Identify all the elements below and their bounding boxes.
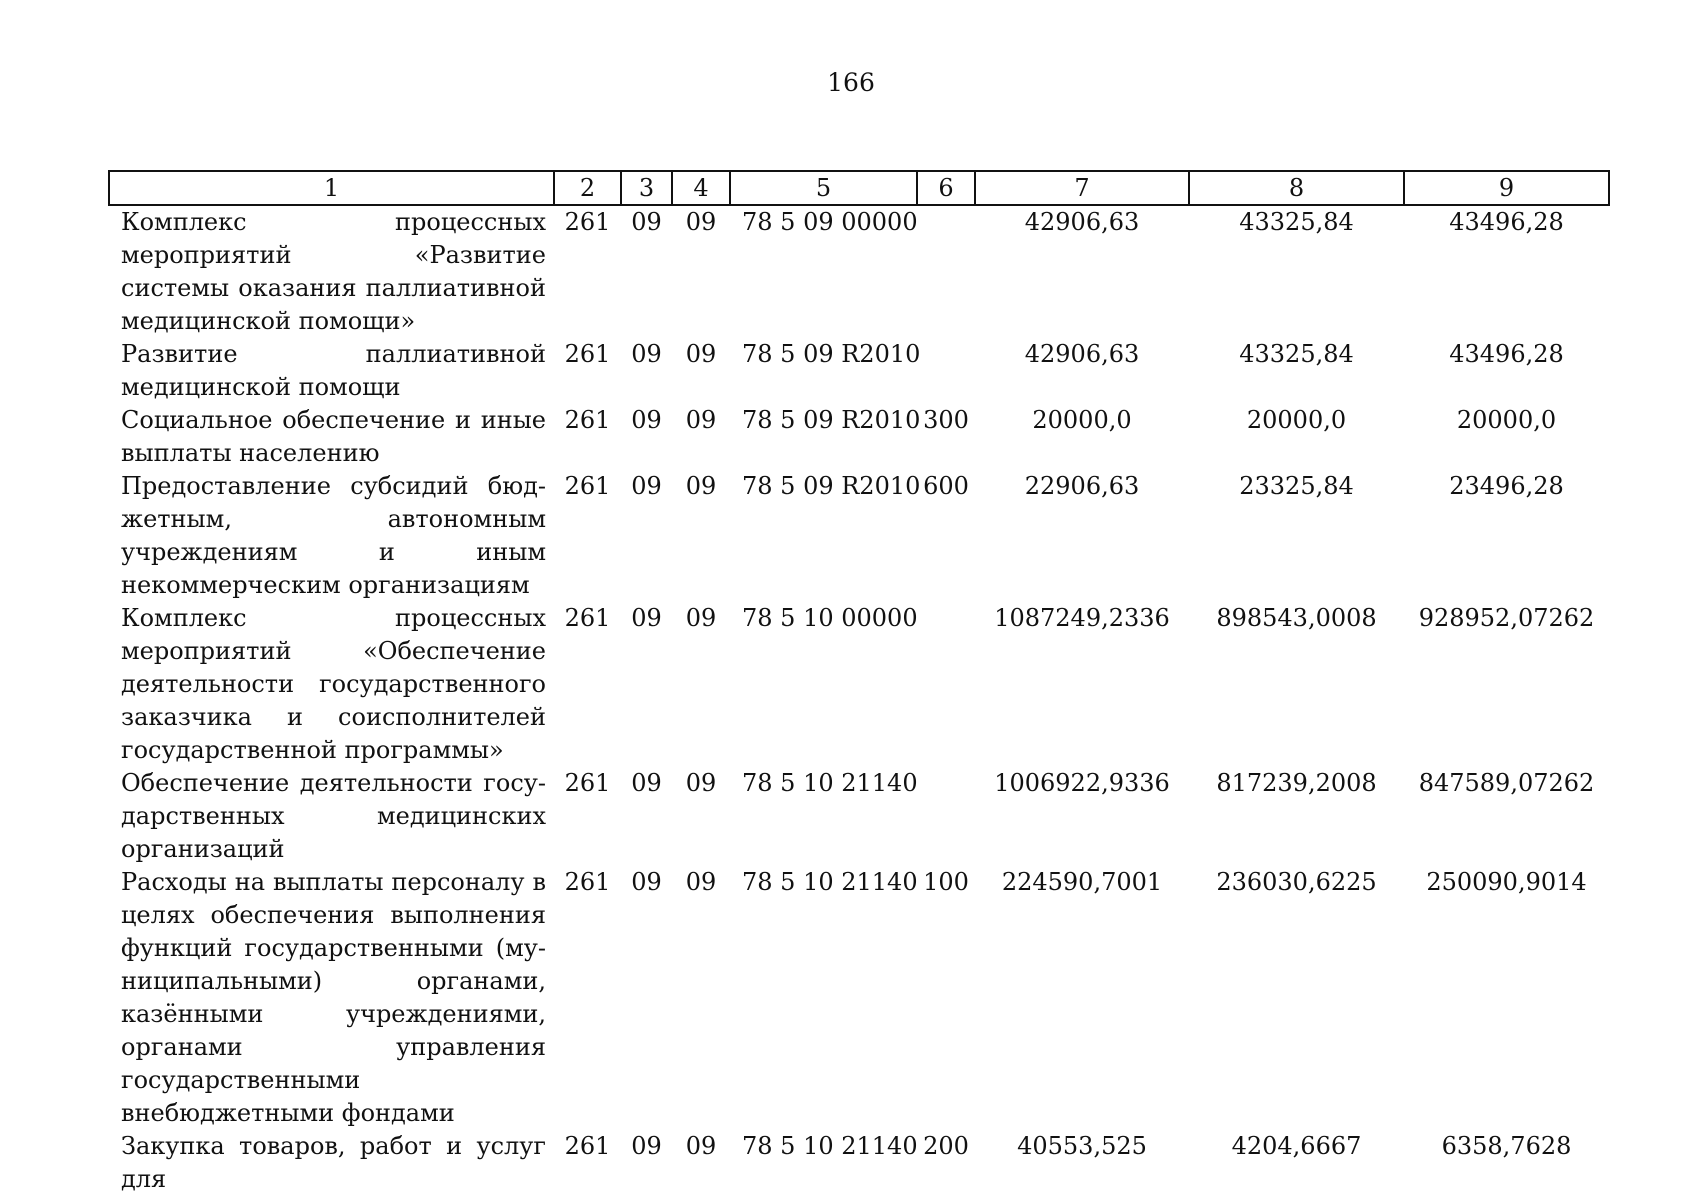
amount-col-9: 23496,28 bbox=[1449, 472, 1564, 500]
budget-table bbox=[108, 170, 1610, 1196]
table-row bbox=[109, 404, 1609, 470]
column-header: 5 bbox=[730, 171, 917, 205]
table-row bbox=[109, 470, 1609, 602]
section-code: 09 bbox=[631, 472, 662, 500]
section-code: 09 bbox=[631, 769, 662, 797]
subsection-code: 09 bbox=[685, 406, 717, 434]
ministry-code: 261 bbox=[564, 1132, 611, 1160]
ministry-code: 261 bbox=[564, 406, 611, 434]
row-name: Расходы на выплаты персоналу в целях обеспечения выполнения функций государственными (муниципальными) органами, казёнными учреждениями, органами управления государственными внебюджетными фондами bbox=[121, 868, 546, 1127]
section-code: 09 bbox=[631, 340, 662, 368]
section-code: 09 bbox=[631, 1132, 662, 1160]
amount-col-9: 43496,28 bbox=[1449, 340, 1564, 368]
row-name: Социальное обеспечение и иные выплаты населению bbox=[121, 406, 546, 467]
row-name: Обеспечение деятельности государственных медицинских организаций bbox=[121, 769, 546, 863]
subsection-code: 09 bbox=[685, 472, 717, 500]
amount-col-7: 224590,7001 bbox=[1001, 868, 1163, 896]
amount-col-9: 928952,07262 bbox=[1418, 604, 1595, 632]
table-body bbox=[109, 205, 1609, 1196]
subsection-code: 09 bbox=[685, 868, 717, 896]
target-item-code: 78 5 10 21140 bbox=[742, 769, 918, 797]
subsection-code: 09 bbox=[685, 769, 717, 797]
amount-col-8: 4204,6667 bbox=[1231, 1132, 1362, 1160]
column-header: 8 bbox=[1189, 171, 1404, 205]
amount-col-7: 22906,63 bbox=[1024, 472, 1140, 500]
amount-col-7: 1006922,9336 bbox=[994, 769, 1170, 797]
budget-table-container bbox=[108, 170, 1608, 1196]
row-name: Развитие паллиативной медицинской помощи bbox=[121, 340, 546, 401]
section-code: 09 bbox=[631, 604, 662, 632]
amount-col-7: 42906,63 bbox=[1024, 208, 1140, 236]
table-row bbox=[109, 866, 1609, 1130]
subsection-code: 09 bbox=[685, 340, 717, 368]
column-header: 3 bbox=[621, 171, 672, 205]
target-item-code: 78 5 09 R2010 bbox=[742, 340, 921, 368]
amount-col-7: 20000,0 bbox=[1032, 406, 1132, 434]
row-name: Закупка товаров, работ и услуг для bbox=[121, 1132, 546, 1193]
table-row bbox=[109, 1130, 1609, 1196]
subsection-code: 09 bbox=[685, 1132, 717, 1160]
section-code: 09 bbox=[631, 868, 662, 896]
table-row bbox=[109, 338, 1609, 404]
expense-type-code bbox=[917, 205, 975, 338]
page-number: 166 bbox=[827, 68, 875, 97]
amount-col-8: 23325,84 bbox=[1239, 472, 1354, 500]
ministry-code: 261 bbox=[564, 769, 611, 797]
subsection-code: 09 bbox=[685, 208, 717, 236]
amount-col-8: 898543,0008 bbox=[1216, 604, 1377, 632]
expense-type-code: 100 bbox=[923, 868, 969, 896]
amount-col-9: 6358,7628 bbox=[1441, 1132, 1572, 1160]
target-item-code: 78 5 10 21140 bbox=[742, 868, 918, 896]
target-item-code: 78 5 10 21140 bbox=[742, 1132, 918, 1160]
expense-type-code: 600 bbox=[923, 472, 969, 500]
column-header: 6 bbox=[917, 171, 975, 205]
row-name: Предоставление субсидий бюджетным, автономным учреждениям и иным некоммерческим организациям bbox=[121, 472, 546, 599]
amount-col-8: 43325,84 bbox=[1239, 340, 1354, 368]
expense-type-code bbox=[917, 338, 975, 404]
column-header: 1 bbox=[109, 171, 554, 205]
section-code: 09 bbox=[631, 406, 662, 434]
amount-col-7: 1087249,2336 bbox=[994, 604, 1170, 632]
expense-type-code: 200 bbox=[923, 1132, 969, 1160]
ministry-code: 261 bbox=[564, 604, 611, 632]
amount-col-9: 43496,28 bbox=[1449, 208, 1564, 236]
expense-type-code bbox=[917, 767, 975, 866]
table-header bbox=[109, 171, 1609, 205]
ministry-code: 261 bbox=[564, 340, 611, 368]
row-name: Комплекс процессных мероприятий «Развитие системы оказания паллиативной медицинской помощи» bbox=[121, 208, 546, 335]
expense-type-code: 300 bbox=[923, 406, 969, 434]
amount-col-8: 236030,6225 bbox=[1216, 868, 1377, 896]
amount-col-8: 20000,0 bbox=[1246, 406, 1347, 434]
amount-col-7: 40553,525 bbox=[1017, 1132, 1147, 1160]
amount-col-9: 20000,0 bbox=[1456, 406, 1557, 434]
amount-col-9: 250090,9014 bbox=[1426, 868, 1587, 896]
ministry-code: 261 bbox=[564, 208, 611, 236]
column-header: 4 bbox=[672, 171, 730, 205]
target-item-code: 78 5 10 00000 bbox=[742, 604, 918, 632]
table-row bbox=[109, 767, 1609, 866]
ministry-code: 261 bbox=[564, 868, 611, 896]
target-item-code: 78 5 09 R2010 bbox=[742, 472, 921, 500]
table-row bbox=[109, 602, 1609, 767]
target-item-code: 78 5 09 R2010 bbox=[742, 406, 921, 434]
expense-type-code bbox=[917, 602, 975, 767]
ministry-code: 261 bbox=[564, 472, 611, 500]
amount-col-8: 43325,84 bbox=[1239, 208, 1354, 236]
column-header: 9 bbox=[1404, 171, 1609, 205]
subsection-code: 09 bbox=[685, 604, 717, 632]
table-row bbox=[109, 205, 1609, 338]
column-header: 2 bbox=[554, 171, 621, 205]
section-code: 09 bbox=[631, 208, 662, 236]
header-row bbox=[109, 171, 1609, 205]
amount-col-8: 817239,2008 bbox=[1216, 769, 1377, 797]
row-name: Комплекс процессных мероприятий «Обеспечение деятельности государственного заказчика и соисполнителей государственной программы» bbox=[121, 604, 546, 764]
amount-col-7: 42906,63 bbox=[1024, 340, 1140, 368]
amount-col-9: 847589,07262 bbox=[1418, 769, 1595, 797]
target-item-code: 78 5 09 00000 bbox=[742, 208, 918, 236]
column-header: 7 bbox=[975, 171, 1189, 205]
